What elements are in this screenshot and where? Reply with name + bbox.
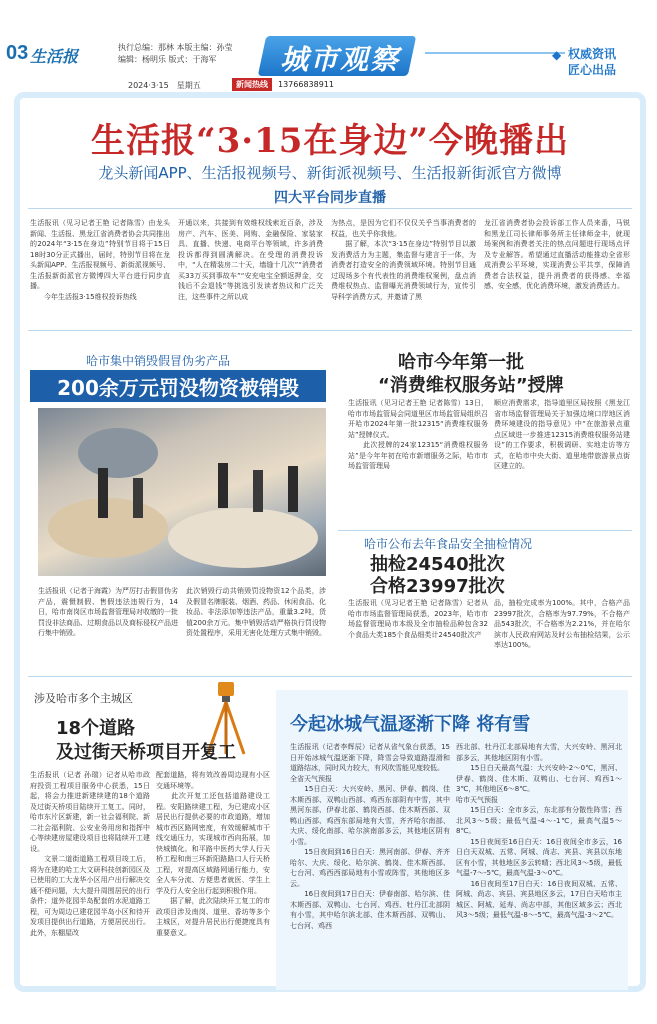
destroy-col-1: 生活报讯（记者于海霞）为严厉打击假冒伪劣产品，震慑制假、售假违法违规行为，14日，哈市南岗区市场监督管理局对收缴的一批罚没非法商品、过期食品以及商标侵权产品进行集中销毁。 (38, 587, 178, 637)
layout-editor-line: 编辑：杨明乐 版式：于海军 (118, 55, 217, 64)
food-col-2: 品，抽检完成率为100%。其中，合格产品23997批次，合格率为97.79%，不合格产品543批次，不合格率为2.21%，并在哈尔滨市人民政府网站及时公布抽检结果，公示率达100%。 (494, 599, 630, 649)
banner-rule (425, 52, 565, 54)
station-headline-1: 哈市今年第一批 (398, 352, 524, 373)
divider (28, 330, 632, 331)
lead-headline: 生活报“3·15在身边”今晚播出 (91, 121, 569, 161)
road-headline-1: 18个道路 (56, 718, 136, 739)
road-kicker: 涉及哈市多个主城区 (34, 692, 133, 705)
destroy-col-2: 此次销毁行动共销毁罚没物资12个品类，涉及假冒名牌服装、烟酒、药品、休闲食品、化妆品、非法添加等违法产品，重量3.2吨，货值200余万元。集中销毁活动严格执行罚没物资处置程序，采用无害化处理方式集中销毁。 (186, 587, 326, 637)
section-title: 城市观察 (279, 43, 400, 76)
exec-editor-line: 执行总编：那林 本版主编：孙莹 (118, 43, 233, 52)
destroy-kicker: 哈市集中销毁假冒伪劣产品 (86, 354, 231, 368)
weather-headline: 今起冰城气温逐渐下降 将有雪 (290, 714, 531, 735)
masthead (0, 0, 657, 92)
station-col-2: 顺应消费需求，指导道里区局按照《黑龙江省市场监督管理局关于加强边境口岸地区消费环境建设的指导意见》中“在旅游景点重点区域进一步推进12315消费维权服务站建设”的工作要求，积极调研、实地走访等方式，在哈市中央大街、道里地带旅游景点街区建立的。 (494, 399, 630, 470)
weather-col-1: 生活报讯（记者李辉辰）记者从省气象台获悉，15日开始冰城气温逐渐下降，降雪会导致道路湿滑和道路结冰，同时风力较大，有风吹雪能见度较低。 全省天气预报 15日白天：大兴安岭、黑河、伊春、鹤岗、佳木斯西部、双鸭山西部、鸡西东部阴有中雪，其中黑河东部、伊春北部、鹤岗西部、佳木斯西部、双鸭山西部、鸡西东部局地有大雪，齐齐哈尔南部、大庆、绥化南部、哈尔滨南部多云，其他地区阴有小雪。 15日夜间到16日白天：黑河南部、伊春、齐齐哈尔、大庆、绥化、哈尔滨、鹤岗、佳木斯西部、七台河、鸡西西部局地有小雪或阵雪，其他地区多云。 16日夜间到17日白天：伊春南部、哈尔滨、佳木斯西部、双鸭山、七台河、鸡西、牡丹江北部阴有小雪，其中哈尔滨北部、佳木斯西部、双鸭山、七台河、鸡西 (290, 743, 450, 930)
road-col-1: 生活报讯（记者 孙瑞）记者从哈市政府投资工程项目服务中心获悉，15日起，将会力推进新建续建的18个道路及过街天桥项目陆续开工复工。同时，哈市东片区新建，新一社会福利院、新二社会福利院、公安业务用房和指挥中心等续建房屋建设项目也将陆续开工建设。 文景二道街道路工程项目竣工后，将为在建的哈工大文研科技创新园区及已使用的工大龙华小区用户出行解决交通不便问题，大大提升周围居民的出行条件；道外花园半岛配套的水泥道路工程，可为周边已建花园半岛小区和待开发项目提供出行道路，方便居民出行。此外，东棚屋改 (30, 771, 150, 937)
lead-col-2: 开通以来，共接到有效维权线索近百条，涉及房产、汽车、医美、网购、金融保险、家装家具、直播、快递、电商平台等领域，许多消费投诉都得到圆满解决。在受理的消费投诉中，“人在精装房二十天，墙缝十几次”“消费者买33万买到事故车”“安充电宝全额返押金，交钱后不会退钱”等挑选引发读者热议和广泛关注，这些事件之所以成 (178, 219, 323, 301)
food-col-1: 生活报讯（见习记者王艳 记者陈雪）记者从哈市市场监督管理局获悉，2023年，哈市市场监督管理局市本级及全市抽检品种包含32个食品大类185个食品细类计24540批次产 (348, 599, 488, 639)
station-headline-2: “消费维权服务站”授牌 (378, 375, 564, 396)
slogan-line-2: 匠心出品 (568, 63, 617, 77)
dateline: 2024·3·15 星期五 (128, 81, 201, 90)
hotline-number: 13766838911 (278, 80, 334, 89)
divider (28, 208, 632, 209)
destroy-headline: 200余万元罚没物资被销毁 (57, 376, 299, 400)
destruction-photo (38, 408, 326, 576)
station-col-1: 生活报讯（见习记者王艳 记者陈雪）13日，哈市市场监管局会同道里区市场监管局组织召开哈市2024年第一批12315“消费维权服务站”授牌仪式。 此次授牌的24家12315“消费维权服务站”是今年年初在哈市新增服务之际，哈市市场监管管理局 (348, 399, 488, 470)
lead-col-4: 龙江省消费者协会投诉部工作人员来番，马锐和黑龙江司长律师事务所主任律师金丰，就现场案例和消费者关注的热点问题进行现场点评及专业解答。希望通过直播活动能推动全省形成消费公平环境，实现消费公平共享，保障消费者合法权益，提升消费者的获得感、幸福感、安全感，优化消费环境，激发消费活力。 (484, 219, 630, 290)
brand-logo: 生活报 (30, 47, 79, 66)
weather-col-2: 西北部、牡丹江北部局地有大雪，大兴安岭、黑河北部多云，其他地区阴有小雪。 15日白天最高气温：大兴安岭-2～0℃，黑河、伊春、鹤岗、佳木斯、双鸭山、七台河、鸡西1～3℃，其他地区6～8℃。 哈市天气预报 15日白天：全市多云，东北部有分散性阵雪；西北风3～5级；最低气温-4～-1℃，最高气温5～8℃。 15日夜间至16日白天：16日夜间全市多云，16日白天双城、五常、阿城、尚志、宾县、宾县以东地区有小雪，其他地区多云转晴；西北风3～5级，最低气温-7～-5℃，最高气温-3～0℃。 16日夜间至17日白天：16日夜间双城、五常、阿城、尚志、宾县、宾县地区多云，17日白天哈市主城区、阿城、延寿、尚志中部，其他区域多云；西北风3～5级；最低气温-8～-5℃，最高气温-3～2℃。 (456, 743, 622, 919)
road-col-2: 配套道路，将有效改善周边现有小区交通环境等。 此次开复工还包括道路建设工程。安阳路续建工程，为已建成小区居民出行提供必要的市政道路，增加城市西区路网密度，有效缓解城市干线交通压力，实现城市西向拓展，加快城镇化。和平路中医药大学人行天桥工程和南三环新阳路路口人行天桥工程，对提高区域路网通行能力，安全人车分流、方便患者就医、学生上学及行人安全出行起到积极作用。 据了解，此次陆续开工复工的市政项目涉及南岗、道里、香坊等多个主城区，对提升居民出行便捷度具有重要意义。 (156, 771, 270, 937)
road-headline-2: 及过街天桥项目开复工 (56, 742, 236, 763)
hotline-label: 新闻热线 (232, 78, 272, 91)
divider (338, 530, 632, 531)
slogan (568, 46, 616, 78)
food-headline-1: 抽检24540批次 (370, 554, 505, 575)
lead-subhead-2: 四大平台同步直播 (274, 190, 386, 206)
lead-col-1: 生活报讯（见习记者王艳 记者陈雪）由龙头新闻、生活报、黑龙江省消费者协会共同推出的2024年“3·15在身边”特别节目将于15日18时30分正式播出，届时，特别节目将在龙头新闻APP、生活报视频号、新街派视频号、生活报新街派官方微博四大平台进行同步直播。 今年生活报3·15维权投诉热线 (30, 219, 170, 301)
editor-credits (118, 42, 233, 66)
page-number: 03 (6, 42, 29, 64)
lead-subhead: 龙头新闻APP、生活报视频号、新街派视频号、生活报新街派官方微博 (98, 164, 562, 182)
lead-col-3: 为热点，是因为它们不仅仅关乎当事消费者的权益，也关乎你我他。 据了解，本次“3·15在身边”特别节目以激发消费活力为主题，集监督与建言于一体，为消费者打造安全的消费领域环境。特别节目通过现场多个有代表性的消费维权案例，盘点消费维权热点、监督曝光消费领域行为，宣传引导科学消费方式，并邀请了黑 (331, 219, 476, 301)
arrow-icon: ◆ (552, 48, 562, 62)
food-headline-2: 合格23997批次 (370, 576, 505, 597)
food-kicker: 哈市公布去年食品安全抽检情况 (364, 537, 533, 551)
divider (28, 676, 632, 677)
slogan-line-1: 权威资讯 (568, 47, 617, 61)
